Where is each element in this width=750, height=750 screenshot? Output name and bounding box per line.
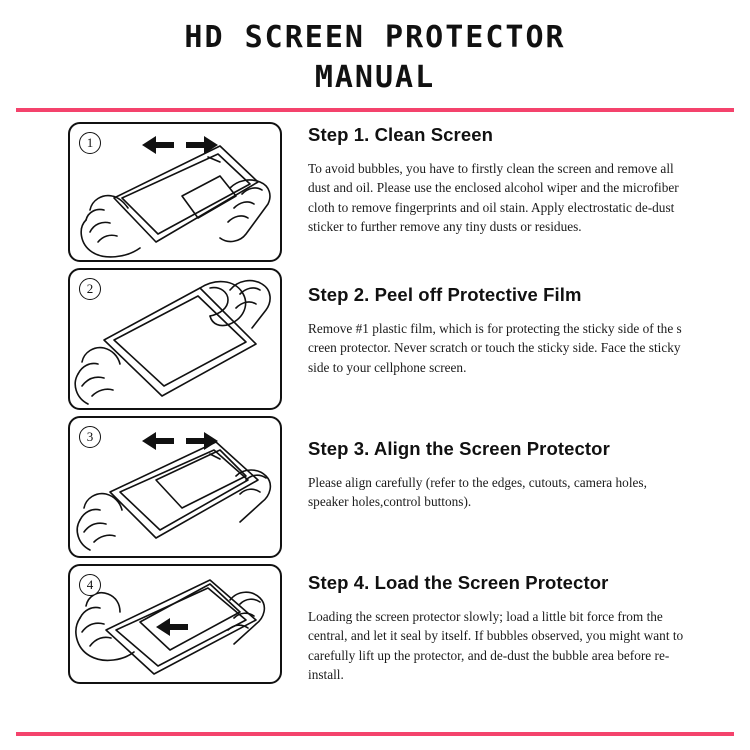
step-2-number-badge: 2 [79, 278, 101, 300]
clean-screen-illustration [70, 124, 280, 260]
document-header [0, 0, 750, 112]
step-1-number-badge: 1 [79, 132, 101, 154]
peel-film-illustration [70, 270, 280, 408]
step-3-figure [68, 416, 282, 558]
alignment-arrows [142, 432, 218, 450]
step-3-text [282, 416, 734, 512]
step-3-heading: Step 3. Align the Screen Protector [308, 437, 610, 459]
step-4-body: Loading the screen protector slowly; load a little bit force from the central, and let it seal by itself. If bubbles observed, you might want to carefully lift up the protector, and de-dust the bubble area before re-install. [308, 608, 684, 682]
step-2-body: Remove #1 plastic film, which is for protecting the sticky side of the s creen protector. Never scratch or touch the sticky side. Face the sticky side to your cellphone screen. [308, 320, 682, 375]
step-4-figure [68, 564, 282, 684]
step-2-text [282, 268, 734, 377]
step-4-number-badge: 4 [79, 574, 101, 596]
step-4-heading: Step 4. Load the Screen Protector [308, 571, 609, 593]
step-4-text [282, 564, 734, 685]
page-title-line-1: HD SCREEN PROTECTOR [184, 20, 566, 55]
step-item [16, 122, 734, 262]
step-1-heading: Step 1. Clean Screen [308, 123, 494, 145]
step-3-body: Please align carefully (refer to the edges, cutouts, camera holes, speaker holes,control buttons). [308, 474, 647, 510]
step-1-text [282, 122, 734, 237]
step-2-heading: Step 2. Peel off Protective Film [308, 283, 582, 305]
step-1-figure [68, 122, 282, 262]
step-2-figure [68, 268, 282, 410]
step-item [16, 268, 734, 410]
load-protector-illustration [70, 566, 280, 682]
steps-list [0, 112, 750, 685]
press-arrow [156, 618, 188, 636]
footer-divider [16, 732, 734, 736]
step-item [16, 416, 734, 558]
step-3-number-badge: 3 [79, 426, 101, 448]
motion-arrows [142, 136, 218, 154]
step-1-body: To avoid bubbles, you have to firstly clean the screen and remove all dust and oil. Please use the enclosed alcohol wiper and the microfiber cloth to remove fingerprints and oil stain. Apply electrostatic de-dust sticker to further remove any tiny dusts or residues. [308, 160, 679, 234]
step-item [16, 564, 734, 685]
page-title-line-2: MANUAL [314, 59, 436, 95]
align-protector-illustration [70, 418, 280, 556]
